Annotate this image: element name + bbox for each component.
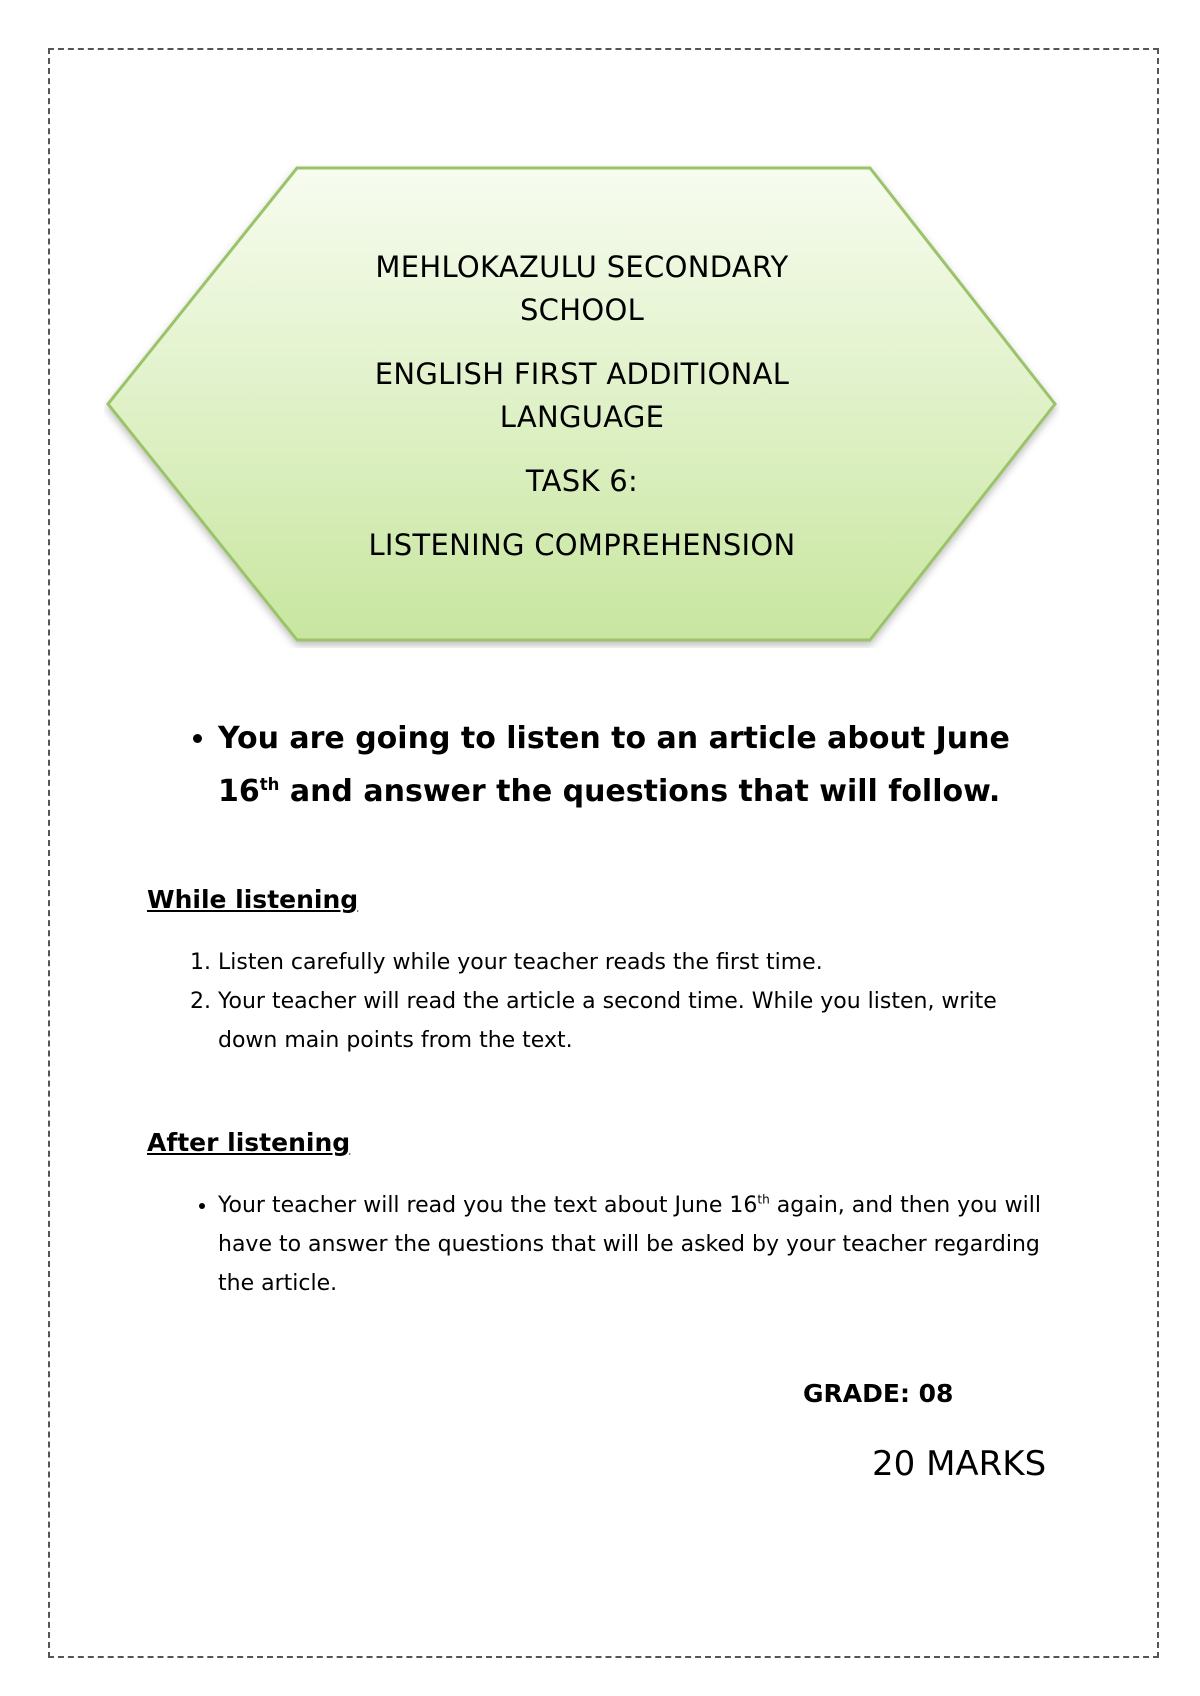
task-number: TASK 6: bbox=[525, 464, 639, 498]
after-listening-heading: After listening bbox=[147, 1128, 351, 1157]
title-hexagon bbox=[104, 164, 1060, 648]
intro-item: • You are going to listen to an article about June 16th and answer the questions that will follow. bbox=[218, 712, 1070, 818]
after-listening-list bbox=[170, 1186, 1050, 1303]
title-block bbox=[354, 246, 810, 588]
school-name: MEHLOKAZULU SECONDARY SCHOOL bbox=[375, 250, 789, 327]
list-item: 2. Your teacher will read the article a second time. While you listen, write down main points from the text. bbox=[218, 982, 1050, 1060]
while-listening-list bbox=[170, 943, 1050, 1060]
marks-label: 20 MARKS bbox=[872, 1444, 1047, 1484]
while-listening-heading: While listening bbox=[147, 885, 359, 914]
list-item: 1. Listen carefully while your teacher reads the first time. bbox=[218, 943, 1050, 982]
task-name: LISTENING COMPREHENSION bbox=[368, 528, 796, 562]
subject-name: ENGLISH FIRST ADDITIONAL LANGUAGE bbox=[374, 357, 790, 434]
grade-label: GRADE: 08 bbox=[803, 1379, 954, 1408]
list-item: • Your teacher will read you the text about June 16th again, and then you will have to answer the questions that will be asked by your teacher regarding the article. bbox=[218, 1186, 1050, 1303]
intro-instruction bbox=[170, 712, 1070, 818]
